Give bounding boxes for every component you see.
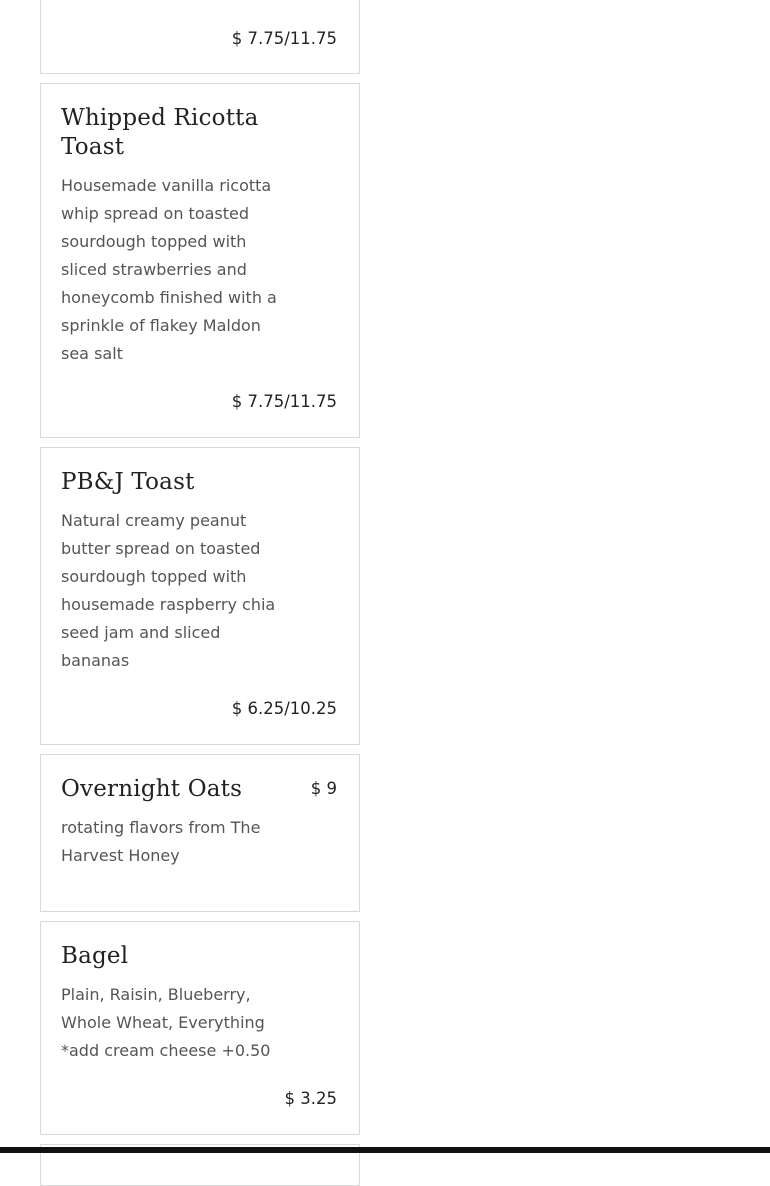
menu-item-price: $ 9 <box>310 779 337 798</box>
menu-item-card[interactable] <box>40 754 360 912</box>
menu-item-card[interactable] <box>40 83 360 438</box>
menu-item-card[interactable] <box>40 0 360 74</box>
menu-item-price: $ 7.75/11.75 <box>231 29 337 48</box>
menu-item-price: $ 6.25/10.25 <box>231 699 337 718</box>
menu-item-card[interactable] <box>40 921 360 1135</box>
menu-item-title: Overnight Oats <box>61 776 243 802</box>
menu-item-title: Whipped Ricotta Toast <box>61 105 259 160</box>
menu-item-description: rotating flavors from The Harvest Honey <box>61 818 261 865</box>
menu-item-price: $ 7.75/11.75 <box>231 392 337 411</box>
menu-item-description: Plain, Raisin, Blueberry, Whole Wheat, Everything *add cream cheese +0.50 <box>61 985 271 1060</box>
bottom-bar <box>0 1147 770 1153</box>
menu-item-title: Bagel <box>61 943 129 969</box>
menu-item-description: Housemade vanilla ricotta whip spread on toasted sourdough topped with sliced strawberries and honeycomb finished with a sprinkle of flakey Maldon sea salt <box>61 176 277 363</box>
menu-item-description: Natural creamy peanut butter spread on toasted sourdough topped with housemade raspberry chia seed jam and sliced bananas <box>61 511 276 670</box>
menu-item-title: PB&J Toast <box>61 469 195 495</box>
menu-item-card[interactable] <box>40 447 360 745</box>
menu-item-price: $ 3.25 <box>284 1089 337 1108</box>
